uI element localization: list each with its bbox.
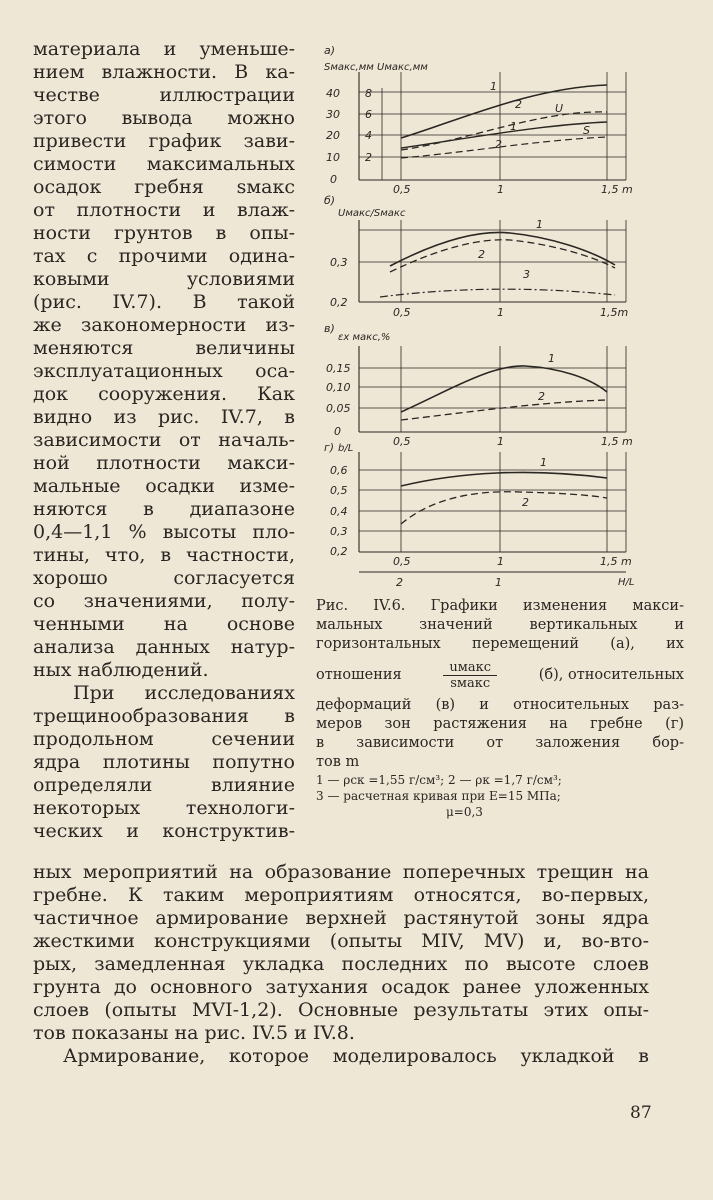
tick: 1 <box>497 435 504 448</box>
tick: 1 <box>497 306 504 319</box>
curve-label: 2 <box>515 98 522 111</box>
curve-label: U <box>555 102 564 115</box>
figure-labels <box>324 44 634 589</box>
curve-a-s2 <box>401 137 607 158</box>
curve-label: 3 <box>523 268 530 281</box>
text-line: зависимости от началь- <box>33 429 295 451</box>
fraction-denominator: sмакс <box>450 675 491 691</box>
tick: 0,15 <box>326 362 351 375</box>
figure-caption <box>316 597 684 820</box>
panel-g-ylabel: b/L <box>338 443 354 454</box>
tick: 6 <box>365 108 372 121</box>
tick: 0,05 <box>326 402 351 415</box>
text-line: ческих и конструктив- <box>33 820 295 842</box>
text-line: со значениями, полу- <box>33 590 295 612</box>
tick: 0,5 <box>393 306 411 319</box>
text-line: тах с прочими одина- <box>33 245 295 267</box>
caption-line: мальных значений вертикальных и <box>316 617 684 633</box>
legend-line: 3 — расчетная кривая при E=15 МПа; <box>316 789 561 803</box>
text-line: Армирование, которое моделировалось укладкой в <box>63 1045 649 1067</box>
caption-line: в зависимости от заложения бор- <box>316 735 684 751</box>
curve-v-1 <box>401 366 607 412</box>
left-column-text <box>33 38 295 843</box>
curve-a-u1 <box>401 85 607 138</box>
panel-b-letter: б) <box>324 194 336 207</box>
tick: 1,5 m <box>601 183 633 196</box>
tick: 0,6 <box>330 464 348 477</box>
tick: 1 <box>497 555 504 568</box>
curve-label: 1 <box>548 352 555 365</box>
tick: 2 <box>396 576 403 589</box>
tick: 0 <box>330 173 337 186</box>
curve-label: 2 <box>522 496 529 509</box>
curve-v-2 <box>401 400 607 420</box>
text-line: ченными на основе <box>33 613 295 635</box>
full-width-text <box>33 861 649 1068</box>
legend-line: 1 — ρск =1,55 г/см³; 2 — ρк =1,7 г/см³; <box>316 773 562 787</box>
text-line: няются в диапазоне <box>33 498 295 520</box>
text-line: анализа данных натур- <box>33 636 295 658</box>
tick: 0,5 <box>330 484 348 497</box>
text-line: частичное армирование верхней растянутой зоны ядра <box>33 907 649 929</box>
text-line: нием влажности. В ка- <box>33 61 295 83</box>
curve-a-u2 <box>401 112 607 150</box>
panel-g-letter: г) <box>324 441 335 454</box>
text-line: продольном сечении <box>33 728 295 750</box>
text-line: док сооружения. Как <box>33 383 295 405</box>
tick: 0,4 <box>330 505 348 518</box>
tick: 20 <box>326 129 340 142</box>
text-line: видно из рис. IV.7, в <box>33 406 295 428</box>
curve-b-1 <box>390 232 615 266</box>
text-line: определяли влияние <box>33 774 295 796</box>
text-line: некоторых технологи- <box>33 797 295 819</box>
text-line: слоев (опыты MVI-1,2). Основные результаты этих опы- <box>33 999 649 1021</box>
text-line: тов показаны на рис. IV.5 и IV.8. <box>33 1022 355 1044</box>
page-number: 87 <box>630 1103 652 1123</box>
tick: 0 <box>334 425 341 438</box>
panel-a-letter: а) <box>324 44 336 57</box>
text-line: привести график зави- <box>33 130 295 152</box>
axis-label-hl: H/L <box>618 577 635 588</box>
tick: 1,5 m <box>601 435 633 448</box>
curve-g-2 <box>401 492 607 524</box>
text-line: ядра плотины попутно <box>33 751 295 773</box>
tick: 0,5 <box>393 435 411 448</box>
text-line: честве иллюстрации <box>33 84 295 106</box>
curve-g-1 <box>401 472 607 486</box>
tick: 0,3 <box>330 525 348 538</box>
curve-b-3 <box>380 289 615 297</box>
tick: 0,5 <box>393 183 411 196</box>
tick: 40 <box>326 87 340 100</box>
text-line: грунта до основного затухания осадок ранее уложенных <box>33 976 649 998</box>
tick: 0,2 <box>330 545 348 558</box>
tick: 4 <box>365 129 372 142</box>
tick: 1,5m <box>600 306 629 319</box>
caption-line: Рис. IV.6. Графики изменения макси- <box>316 598 684 614</box>
panel-b-ylabel: Uмакс/Sмакс <box>338 208 406 219</box>
text-line: же закономерности из- <box>33 314 295 336</box>
text-line: (рис. IV.7). В такой <box>33 291 295 313</box>
text-line: тины, что, в частности, <box>33 544 295 566</box>
text-line: хорошо согласуется <box>33 567 295 589</box>
tick: 2 <box>365 151 372 164</box>
curve-label: 2 <box>495 138 502 151</box>
tick: 0,3 <box>330 256 348 269</box>
text-line: симости максимальных <box>33 153 295 175</box>
curve-label: S <box>583 124 590 137</box>
tick: 8 <box>365 87 372 100</box>
fraction-numerator: uмакс <box>443 660 497 676</box>
caption-line: деформаций (в) и относительных раз- <box>316 697 684 713</box>
curve-label: 1 <box>490 80 497 93</box>
caption-text: отношения <box>316 666 402 683</box>
text-line: гребне. К таким мероприятиям относятся, во-первых, <box>33 884 649 906</box>
text-line: материала и уменьше- <box>33 38 295 60</box>
tick: 1 <box>495 576 502 589</box>
legend-line: μ=0,3 <box>446 805 483 819</box>
caption-line: меров зон растяжения на гребне (г) <box>316 716 684 732</box>
text-line: При исследованиях <box>73 682 295 704</box>
grid-g <box>359 452 626 552</box>
tick: 10 <box>326 151 340 164</box>
tick: 0,10 <box>326 381 351 394</box>
tick: 0,2 <box>330 296 348 309</box>
curve-b-2 <box>390 240 615 272</box>
text-line: эксплуатационных оса- <box>33 360 295 382</box>
tick: 0,5 <box>393 555 411 568</box>
text-line: ковыми условиями <box>33 268 295 290</box>
fraction <box>443 660 497 691</box>
text-line: мальные осадки изме- <box>33 475 295 497</box>
text-line: ной плотности макси- <box>33 452 295 474</box>
text-line: меняются величины <box>33 337 295 359</box>
panel-a-ylabel: Sмакс,мм Uмакс,мм <box>324 62 428 73</box>
tick: 1,5 m <box>600 555 632 568</box>
caption-line: тов m <box>316 754 360 770</box>
tick: 30 <box>326 108 340 121</box>
figure-iv6 <box>300 40 640 592</box>
text-line: ных мероприятий на образование поперечных трещин на <box>33 861 649 883</box>
text-line: от плотности и влаж- <box>33 199 295 221</box>
text-line: осадок гребня sмакс <box>33 176 295 198</box>
grid-v <box>359 346 626 432</box>
text-line: трещинообразования в <box>33 705 295 727</box>
tick: 1 <box>497 183 504 196</box>
panel-v-letter: в) <box>324 322 335 335</box>
panel-v-ylabel: εх макс,% <box>338 332 391 343</box>
curve-label: 2 <box>478 248 485 261</box>
text-line: жесткими конструкциями (опыты MIV, MV) и, во-вто- <box>33 930 649 952</box>
text-line: этого вывода можно <box>33 107 295 129</box>
text-line: 0,4—1,1 % высоты пло- <box>33 521 295 543</box>
caption-line: горизонтальных перемещений (а), их <box>316 636 684 652</box>
curve-label: 1 <box>510 120 517 133</box>
caption-fraction-line <box>316 654 684 696</box>
curve-label: 1 <box>536 218 543 231</box>
text-line: рых, замедленная укладка последних по высоте слоев <box>33 953 649 975</box>
curve-label: 2 <box>538 390 545 403</box>
curve-label: 1 <box>540 456 547 469</box>
text-line: ных наблюдений. <box>33 659 209 681</box>
text-line: ности грунтов в опы- <box>33 222 295 244</box>
caption-text: (б), относительных <box>538 666 684 683</box>
